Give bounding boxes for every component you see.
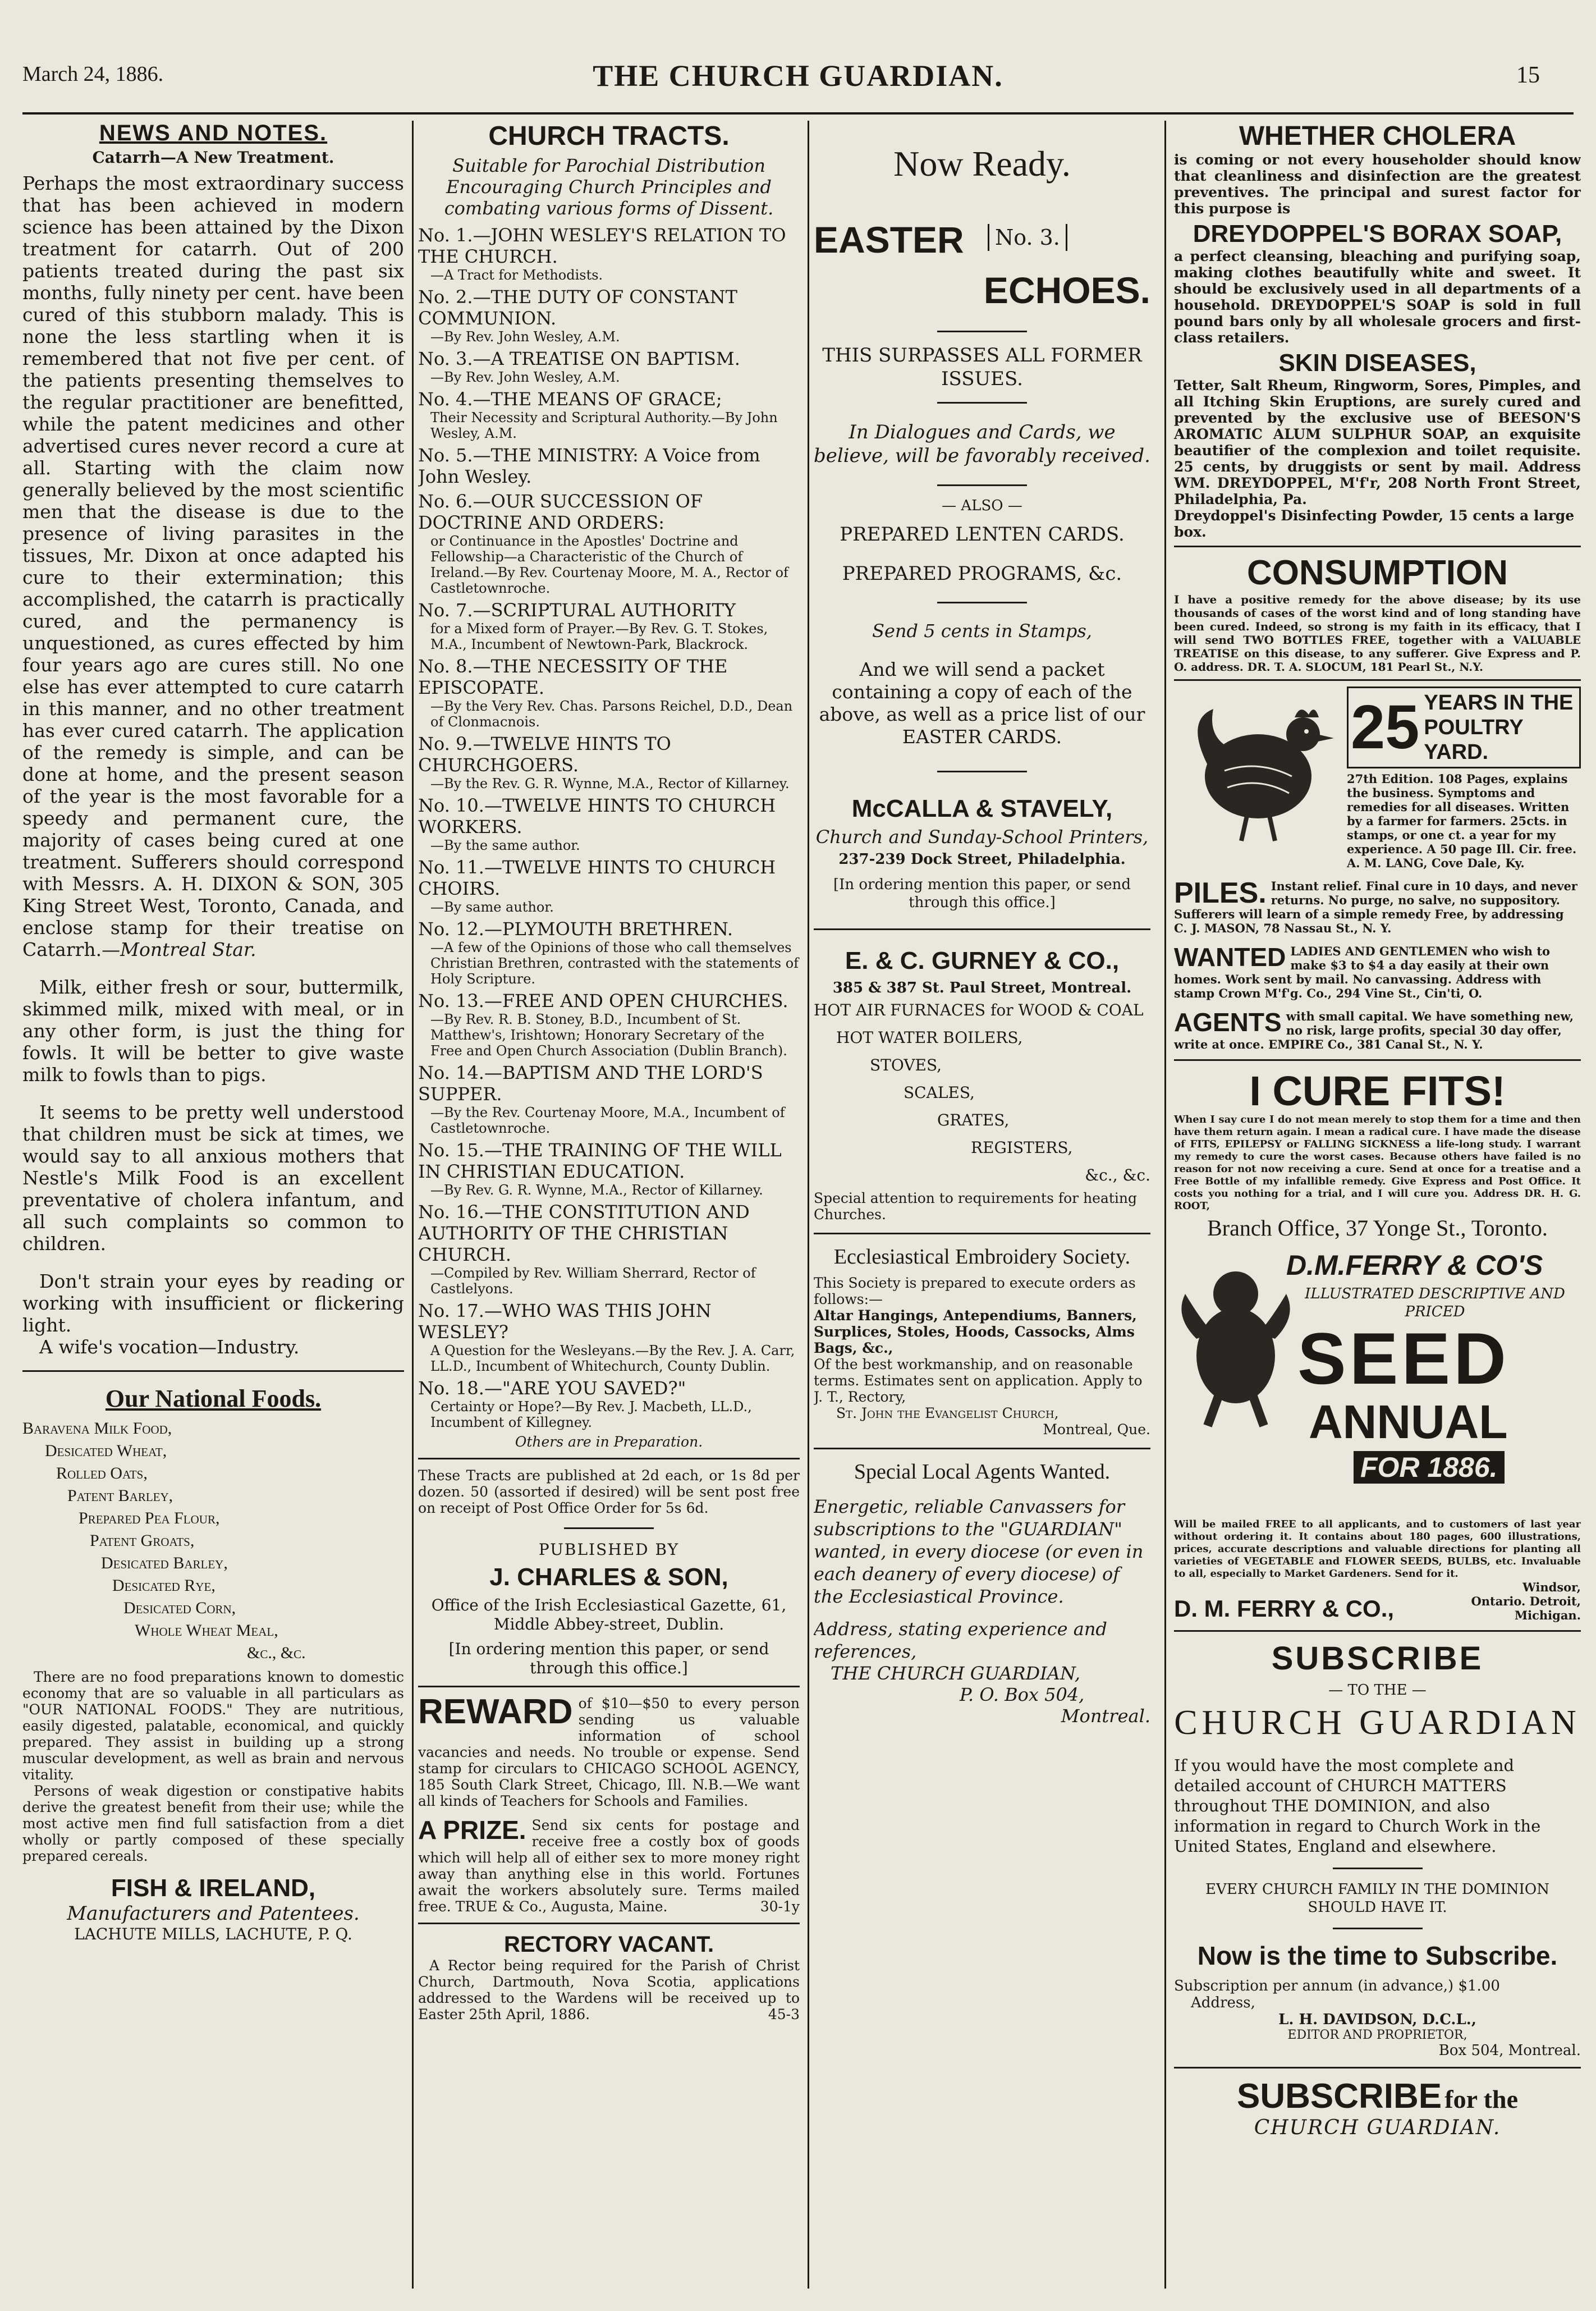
tract-note: Their Necessity and Scriptural Authority.—By John Wesley, A.M. bbox=[430, 410, 778, 441]
tract-item bbox=[418, 388, 800, 441]
foods-text-2: Persons of weak digestion or constipative habits derive the greatest benefit from their use; while the most active men find full satisfaction from a diet wholly or partly composed of these specially prepared cereals. bbox=[22, 1783, 404, 1864]
foods-list bbox=[22, 1417, 404, 1664]
tract-title: BAPTISM AND THE LORD'S SUPPER. bbox=[418, 1062, 763, 1105]
list-item: GRATES, bbox=[937, 1111, 1010, 1129]
column-advertisements bbox=[1164, 121, 1581, 2289]
column-church-tracts bbox=[418, 121, 809, 2289]
tract-number: No. 7.— bbox=[418, 600, 491, 621]
fish-ireland-sub: Manufacturers and Patentees. bbox=[67, 1902, 360, 1925]
mccalla-mention: [In ordering mention this paper, or send through this office.] bbox=[833, 876, 1131, 911]
wanted-text: LADIES AND GENTLEMEN who wish to make $3 to $4 a day easily at their own homes. Work sent by mail. No canvassing. Address with stamp Crown M'f'g. Co., 294 Vine St., Cin'ti, O. bbox=[1174, 944, 1551, 1000]
church-tracts-heading: CHURCH TRACTS. bbox=[488, 121, 730, 151]
catarrh-article: Perhaps the most extraordinary success that has been achieved in modern science has been attained by the Dixon treatment for catarrh. Out of 200 patients treated during the past six months, fully ninety per cent. have been cured of this stubborn malady. This is none the less startling when it is remembered that not five per cent. of the patients presenting themselves to the regular practitioner are benefitted, while the patent medicines and other advertised cures never record a cure at all. Starting with the claim now generally believed by the most scientific men that the disease is due to the presence of living parasites in the tissues, Mr. Dixon at once adapted his cure to their extermination; this accomplished, the catarrh is practically cured, and the permanency is unquestioned, as cures effected by him four years ago are cures still. No one else has ever attempted to cure catarrh in this manner, and no other treatment has ever cured catarrh. The application of the remedy is simple, and can be done at home, and the present season of the year is the most favorable for a speedy and permanent cure, the majority of cases being cured at one treatment. Sufferers should correspond with Messrs. A. H. DIXON & SON, 305 King Street West, Toronto, Canada, and enclose stamp for their treatise on Catarrh.—Montreal Star. bbox=[22, 172, 404, 960]
ferry-cities: Windsor, Ontario. Detroit, Michigan. bbox=[1471, 1580, 1581, 1622]
page-number: 15 bbox=[1516, 62, 1540, 88]
column-news-notes bbox=[22, 121, 414, 2289]
tract-item bbox=[418, 286, 800, 345]
lenten-cards: PREPARED LENTEN CARDS. bbox=[840, 523, 1125, 546]
tract-note: —By Rev. John Wesley, A.M. bbox=[430, 329, 620, 345]
tract-number: No. 12.— bbox=[418, 918, 502, 940]
divider bbox=[418, 1923, 800, 1924]
gurney-name: E. & C. GURNEY & CO., bbox=[845, 947, 1120, 974]
subscription-price: Subscription per annum (in advance,) $1.00 bbox=[1174, 1978, 1500, 1994]
every-family-text: EVERY CHURCH FAMILY IN THE DOMINION SHOULD HAVE IT. bbox=[1205, 1881, 1549, 1916]
tract-title: THE MEANS OF GRACE; bbox=[490, 388, 722, 410]
tracts-price: These Tracts are published at 2d each, or 1s 8d per dozen. 50 (assorted if desired) will be sent post free on receipt of Post Office Order for 5s 6d. bbox=[418, 1467, 800, 1516]
tract-note: —A Tract for Methodists. bbox=[430, 267, 603, 283]
newspaper-title: THE CHURCH GUARDIAN. bbox=[593, 59, 1003, 93]
tract-note: —Compiled by Rev. William Sherrard, Rector of Castlelyons. bbox=[430, 1265, 756, 1297]
poultry-heading: YEARS IN THE POULTRY YARD. bbox=[1424, 691, 1574, 764]
ferry-year: FOR 1886. bbox=[1354, 1451, 1505, 1484]
foods-heading: Our National Foods. bbox=[105, 1385, 322, 1412]
church-guardian-name: CHURCH GUARDIAN bbox=[1174, 1704, 1581, 1742]
reward-text: of $10—$50 to every person sending us valuable information of school vacancies and needs. No trouble or expense. Send stamp for circulars to CHICAGO SCHOOL AGENCY, 185 South Clark Street, Chicago, Ill. N.B.—We want all kinds of Teachers for Schools and Families. bbox=[418, 1695, 800, 1809]
now-ready: Now Ready. bbox=[893, 144, 1071, 184]
to-the-label: — TO THE — bbox=[1328, 1682, 1427, 1699]
column-easter-echoes bbox=[814, 121, 1150, 2289]
editor-name: L. H. DAVIDSON, D.C.L., bbox=[1278, 2011, 1476, 2028]
rectory-heading: RECTORY VACANT. bbox=[503, 1932, 714, 1957]
tract-item bbox=[418, 795, 800, 853]
divider bbox=[1174, 679, 1581, 681]
tract-item bbox=[418, 225, 800, 283]
final-subscribe bbox=[1174, 2076, 1581, 2116]
issue-number: No. 3. bbox=[988, 224, 1067, 251]
divider bbox=[1174, 1630, 1581, 1632]
tract-item bbox=[418, 445, 800, 487]
fish-ireland-heading: FISH & IRELAND, bbox=[111, 1874, 316, 1902]
publisher-name: J. CHARLES & SON, bbox=[489, 1563, 728, 1591]
tract-item bbox=[418, 1140, 800, 1198]
tract-number: No. 3.— bbox=[418, 348, 491, 369]
list-item: HOT AIR FURNACES for WOOD & COAL bbox=[814, 1001, 1144, 1019]
tract-number: No. 13.— bbox=[418, 990, 502, 1012]
tract-note: Certainty or Hope?—By Rev. J. Macbeth, LL.D., Incumbent of Killegney. bbox=[430, 1399, 752, 1430]
eyes-paragraph: Don't strain your eyes by reading or working with insufficient or flickering light. bbox=[22, 1270, 404, 1336]
wanted-ad bbox=[1174, 944, 1581, 1000]
fish-ireland-address: LACHUTE MILLS, LACHUTE, P. Q. bbox=[74, 1925, 352, 1943]
tract-number: No. 5.— bbox=[418, 445, 491, 466]
final-paper: CHURCH GUARDIAN. bbox=[1254, 2116, 1501, 2139]
list-item: &c., &c. bbox=[1085, 1166, 1150, 1184]
tract-number: No. 16.— bbox=[418, 1201, 502, 1223]
tract-item bbox=[418, 600, 800, 652]
short-divider bbox=[1333, 1868, 1423, 1869]
cherub-icon bbox=[1174, 1260, 1297, 1429]
divider bbox=[814, 928, 1150, 930]
tract-item bbox=[418, 656, 800, 730]
tract-number: No. 18.— bbox=[418, 1378, 502, 1399]
final-subscribe-word: SUBSCRIBE bbox=[1237, 2077, 1442, 2116]
disinfecting-powder: Dreydoppel's Disinfecting Powder, 15 cents a large box. bbox=[1174, 507, 1575, 540]
list-item: SCALES, bbox=[904, 1083, 975, 1102]
subscribe-text: If you would have the most complete and detailed account of CHURCH MATTERS throughout THE DOMINION, and also information in regard to Church Work in the United States, England and elsewhere. bbox=[1174, 1756, 1541, 1856]
gurney-items bbox=[814, 1001, 1150, 1184]
tract-item bbox=[418, 1201, 800, 1297]
poultry-text-block bbox=[1347, 687, 1581, 870]
short-divider bbox=[937, 602, 1027, 603]
reward-word: REWARD bbox=[418, 1692, 573, 1731]
tract-note: A Question for the Wesleyans.—By the Rev. J. A. Carr, LL.D., Incumbent of Whitechurch, County Dublin. bbox=[430, 1343, 795, 1374]
now-is-the-time: Now is the time to Subscribe. bbox=[1197, 1941, 1558, 1970]
tract-title: FREE AND OPEN CHURCHES. bbox=[502, 990, 788, 1012]
prize-text: Send six cents for postage and receive free a costly box of goods which will help all of either sex to more money right away than anything else in this world. Fortunes await the workers absolutely sure. Terms mailed free. TRUE & Co., Augusta, Maine. 30-1y bbox=[418, 1817, 800, 1915]
tract-item bbox=[418, 733, 800, 791]
tract-note: —By the same author. bbox=[430, 838, 580, 853]
tract-title: "ARE YOU SAVED?" bbox=[502, 1378, 686, 1399]
tract-number: No. 6.— bbox=[418, 491, 491, 512]
tract-note: —By the Rev. Courtenay Moore, M.A., Incumbent of Castletownroche. bbox=[430, 1105, 785, 1136]
cholera-text: is coming or not every householder should know that cleanliness and disinfection are the greatest preventives. The principal and surest factor for this purpose is bbox=[1174, 152, 1581, 217]
divider bbox=[1174, 546, 1581, 547]
list-item: Desicated Rye, bbox=[112, 1576, 215, 1595]
masthead bbox=[22, 59, 1574, 115]
issue-date: March 24, 1886. bbox=[22, 62, 164, 86]
borax-soap-heading: DREYDOPPEL'S BORAX SOAP, bbox=[1193, 220, 1562, 248]
foods-text: There are no food preparations known to domestic economy that are so valuable in all particulars as "OUR NATIONAL FOODS." They are nutritious, easily digested, palatable, economical, and quickly prepared. They assist in building up a strong muscular development, as well as brain and nervous vitality. bbox=[22, 1669, 404, 1783]
tract-title: A TREATISE ON BAPTISM. bbox=[490, 348, 740, 369]
tract-item bbox=[418, 1062, 800, 1136]
tract-number: No. 14.— bbox=[418, 1062, 502, 1083]
tract-title: JOHN WESLEY'S RELATION TO THE CHURCH. bbox=[418, 225, 786, 267]
milk-paragraph: Milk, either fresh or sour, buttermilk, skimmed milk, mixed with meal, or in any other form, is just the thing for fowls. It will be better to give waste milk to fowls than to pigs. bbox=[22, 976, 404, 1086]
poultry-ad bbox=[1174, 687, 1581, 870]
tract-number: No. 15.— bbox=[418, 1140, 502, 1161]
agents-ad bbox=[1174, 1009, 1581, 1051]
poultry-text: 27th Edition. 108 Pages, explains the business. Symptoms and remedies for all diseases. Written by a farmer for farmers. 25cts. in stamps, or one ct. a year for my experience. A 50 page Ill. Cir. free. A. M. LANG, Cove Dale, Ky. bbox=[1347, 772, 1577, 870]
ferry-company: D. M. FERRY & CO., bbox=[1174, 1595, 1395, 1622]
ferry-footer bbox=[1174, 1580, 1581, 1622]
tract-title: THE DUTY OF CONSTANT COMMUNION. bbox=[418, 286, 737, 329]
also-label: — ALSO — bbox=[942, 497, 1022, 514]
branch-office: Branch Office, 37 Yonge St., Toronto. bbox=[1207, 1215, 1548, 1241]
consumption-text: I have a positive remedy for the above disease; by its use thousands of cases of the worst kind and of long standing have been cured. Indeed, so strong is my faith in its efficacy, that I will send TWO BOTTLES FREE, together with a VALUABLE TREATISE on this disease, to any sufferer. Give Express and P. O. address. DR. T. A. SLOCUM, 181 Pearl St., N.Y. bbox=[1174, 593, 1581, 674]
address-label: Address, bbox=[1191, 1994, 1255, 2011]
ferry-subtitle: ILLUSTRATED DESCRIPTIVE AND PRICED bbox=[1305, 1285, 1565, 1320]
article-source: Montreal Star. bbox=[120, 939, 256, 960]
rooster-icon bbox=[1174, 687, 1342, 844]
tract-title: TWELVE HINTS TO CHURCHGOERS. bbox=[418, 733, 671, 776]
tract-title: TWELVE HINTS TO CHURCH WORKERS. bbox=[418, 795, 776, 838]
cure-fits-heading: I CURE FITS! bbox=[1249, 1068, 1506, 1114]
list-item: STOVES, bbox=[870, 1056, 942, 1074]
tract-title: THE NECESSITY OF THE EPISCOPATE. bbox=[418, 656, 728, 698]
prepared-programs: PREPARED PROGRAMS, &c. bbox=[842, 562, 1122, 585]
tract-title: PLYMOUTH BRETHREN. bbox=[502, 918, 733, 940]
dialogues-text: In Dialogues and Cards, we believe, will be favorably received. bbox=[814, 421, 1150, 467]
list-item: Baravena Milk Food, bbox=[22, 1419, 172, 1438]
surpasses-text: THIS SURPASSES ALL FORMER ISSUES. bbox=[822, 344, 1142, 390]
news-notes-heading: NEWS AND NOTES. bbox=[99, 121, 328, 145]
prize-word: A PRIZE. bbox=[418, 1815, 526, 1845]
divider bbox=[418, 1686, 800, 1687]
packet-text: And we will send a packet containing a copy of each of the above, as well as a price list of our EASTER CARDS. bbox=[819, 658, 1145, 748]
agents-paper: THE CHURCH GUARDIAN, bbox=[831, 1663, 1081, 1684]
tract-number: No. 1.— bbox=[418, 225, 491, 246]
list-item: Desicated Barley, bbox=[101, 1554, 228, 1572]
send-stamps: Send 5 cents in Stamps, bbox=[872, 620, 1092, 642]
list-item: Desicated Corn, bbox=[123, 1599, 236, 1617]
nestle-paragraph: It seems to be pretty well understood that children must be sick at times, we would say to all anxious mothers that Nestle's Milk Food is an excellent preventative of cholera infantum, and all such complaints so common to children. bbox=[22, 1101, 404, 1255]
tract-item bbox=[418, 491, 800, 596]
published-by-label: PUBLISHED BY bbox=[538, 1540, 680, 1559]
subscribe-heading: SUBSCRIBE bbox=[1271, 1640, 1484, 1677]
mccalla-subtitle: Church and Sunday-School Printers, bbox=[815, 826, 1149, 848]
poultry-title bbox=[1347, 687, 1581, 768]
final-for: for the bbox=[1444, 2085, 1518, 2113]
catarrh-subheading: Catarrh—A New Treatment. bbox=[92, 148, 334, 167]
tract-title: OUR SUCCESSION OF DOCTRINE AND ORDERS: bbox=[418, 491, 703, 533]
tract-note: —By the Very Rev. Chas. Parsons Reichel, D.D., Dean of Clonmacnois. bbox=[430, 698, 793, 730]
tract-number: No. 11.— bbox=[418, 857, 502, 878]
embroidery-heading: Ecclesiastical Embroidery Society. bbox=[833, 1245, 1131, 1269]
prize-ad bbox=[418, 1817, 800, 1915]
ferry-seed: SEED bbox=[1297, 1317, 1510, 1399]
list-item: Desicated Wheat, bbox=[45, 1441, 167, 1460]
cholera-heading: WHETHER CHOLERA bbox=[1239, 121, 1516, 151]
embroidery-text-2: Of the best workmanship, and on reasonable terms. Estimates sent on application. Apply to J. T., Rectory, bbox=[814, 1356, 1143, 1405]
divider bbox=[1174, 1059, 1581, 1061]
tract-note: —By same author. bbox=[430, 899, 554, 915]
tract-item bbox=[418, 918, 800, 987]
rectory-text: A Rector being required for the Parish of Christ Church, Dartmouth, Nova Scotia, applications addressed to the Wardens will be received up to Easter 25th April, 1886. 45-3 bbox=[418, 1957, 800, 2022]
consumption-heading: CONSUMPTION bbox=[1247, 553, 1508, 592]
mccalla-address: 237-239 Dock Street, Philadelphia. bbox=[838, 851, 1126, 868]
wanted-heading: WANTED bbox=[1174, 942, 1286, 972]
list-item: REGISTERS, bbox=[971, 1138, 1073, 1157]
gurney-address: 385 & 387 St. Paul Street, Montreal. bbox=[832, 980, 1132, 996]
agents-heading: AGENTS bbox=[1174, 1008, 1282, 1037]
agents-box: P. O. Box 504, bbox=[960, 1684, 1085, 1705]
tracts-list bbox=[418, 225, 800, 1430]
tracts-intro: Suitable for Parochial Distribution Encouraging Church Principles and combating various forms of Dissent. bbox=[444, 155, 774, 219]
embroidery-items: Altar Hangings, Antependiums, Banners, Surplices, Stoles, Hoods, Cassocks, Alms Bags, &c., bbox=[814, 1307, 1137, 1356]
editor-title: EDITOR AND PROPRIETOR, bbox=[1287, 2028, 1467, 2042]
tract-item bbox=[418, 1378, 800, 1430]
tract-number: No. 4.— bbox=[418, 388, 491, 410]
short-divider bbox=[937, 484, 1027, 486]
tract-note: —By Rev. G. R. Wynne, M.A., Rector of Killarney. bbox=[430, 1182, 763, 1198]
poultry-years: 25 bbox=[1351, 693, 1420, 762]
ad-code: 30-1y bbox=[760, 1898, 800, 1915]
list-item: Patent Groats, bbox=[90, 1531, 195, 1550]
short-divider bbox=[564, 1527, 654, 1529]
embroidery-city: Montreal, Que. bbox=[1043, 1421, 1150, 1438]
publisher-mention: [In ordering mention this paper, or send through this office.] bbox=[448, 1640, 769, 1677]
tract-title: TWELVE HINTS TO CHURCH CHOIRS. bbox=[418, 857, 776, 899]
reward-ad bbox=[418, 1692, 800, 1809]
tract-note: for a Mixed form of Prayer.—By Rev. G. T. Stokes, M.A., Incumbent of Newtown-Park, Blackrock. bbox=[430, 621, 768, 652]
tract-note: —A few of the Opinions of those who call themselves Christian Brethren, contrasted with the statements of Holy Scripture. bbox=[430, 940, 799, 987]
easter-word: EASTER bbox=[814, 219, 964, 260]
agents-city: Montreal. bbox=[1061, 1705, 1150, 1727]
tract-item bbox=[418, 990, 800, 1059]
divider bbox=[814, 1448, 1150, 1449]
tract-title: THE MINISTRY: A Voice from John Wesley. bbox=[418, 445, 760, 487]
tract-number: No. 8.— bbox=[418, 656, 491, 677]
tract-number: No. 2.— bbox=[418, 286, 491, 308]
tract-item bbox=[418, 857, 800, 915]
tract-title: THE TRAINING OF THE WILL IN CHRISTIAN EDUCATION. bbox=[418, 1140, 782, 1182]
tract-number: No. 9.— bbox=[418, 733, 491, 754]
agents-address: Address, stating experience and references, bbox=[814, 1618, 1107, 1662]
piles-ad bbox=[1174, 879, 1581, 935]
short-divider bbox=[937, 402, 1027, 404]
cure-fits-text: When I say cure I do not mean merely to stop them for a time and then have them return again. I mean a radical cure. I have made the disease of FITS, EPILEPSY or FALLING SICKNESS a life-long study. I warrant my remedy to cure the worst cases. Because others have failed is no reason for not now receiving a cure. Send at once for a treatise and a Free Bottle of my infallible remedy. Give Express and Post Office. It costs you nothing for a trial, and I will cure you. Address DR. H. G. ROOT, bbox=[1174, 1114, 1581, 1212]
ferry-seed-ad bbox=[1174, 1249, 1581, 1518]
short-divider bbox=[1333, 1928, 1423, 1929]
list-item: HOT WATER BOILERS, bbox=[836, 1028, 1023, 1047]
list-item: Whole Wheat Meal, bbox=[135, 1621, 278, 1640]
in-preparation-note: Others are in Preparation. bbox=[515, 1434, 703, 1450]
mccalla-stavely: McCALLA & STAVELY, bbox=[851, 795, 1113, 822]
tract-title: SCRIPTURAL AUTHORITY bbox=[490, 600, 736, 621]
gurney-special: Special attention to requirements for heating Churches. bbox=[814, 1190, 1138, 1223]
list-item: Patent Barley, bbox=[67, 1486, 173, 1505]
agents-wanted-heading: Special Local Agents Wanted. bbox=[854, 1460, 1111, 1484]
echoes-word: ECHOES. bbox=[983, 269, 1150, 311]
embroidery-address: St. John the Evangelist Church, bbox=[836, 1405, 1059, 1421]
skin-diseases-heading: SKIN DISEASES, bbox=[1278, 349, 1476, 377]
borax-soap-text: a perfect cleansing, bleaching and purifying soap, making clothes beautifully white and sweet. It should be exclusively used in all departments of a household. DREYDOPPEL'S SOAP is sold in full pound bars only by all wholesale grocers and first-class retailers. bbox=[1174, 248, 1581, 346]
divider bbox=[1174, 2067, 1581, 2069]
divider bbox=[22, 1370, 404, 1372]
tract-item bbox=[418, 1300, 800, 1374]
piles-heading: PILES. bbox=[1174, 877, 1267, 909]
tract-note: —By Rev. John Wesley, A.M. bbox=[430, 369, 620, 385]
tract-title: WHO WAS THIS JOHN WESLEY? bbox=[418, 1300, 712, 1343]
tract-note: —By the Rev. G. R. Wynne, M.A., Rector of Killarney. bbox=[430, 776, 790, 791]
list-item: &c., &c. bbox=[247, 1644, 306, 1662]
agents-text: with small capital. We have something new, no risk, large profits, special 30 day offer, write at once. EMPIRE Co., 381 Canal St., N. Y. bbox=[1174, 1009, 1574, 1051]
publisher-address: Office of the Irish Ecclesiastical Gazette, 61, Middle Abbey-street, Dublin. bbox=[431, 1596, 787, 1633]
editor-box: Box 504, Montreal. bbox=[1438, 2042, 1581, 2059]
divider bbox=[418, 1458, 800, 1459]
ferry-text: Will be mailed FREE to all applicants, and to customers of last year without ordering it. It contains about 180 pages, 600 illustrations, prices, accurate descriptions and valuable directions for planting all varieties of VEGETABLE and FLOWER SEEDS, BULBS, etc. Invaluable to all, especially to Market Gardeners. Send for it. bbox=[1174, 1518, 1581, 1580]
short-divider bbox=[937, 331, 1027, 332]
easter-echoes-title bbox=[814, 218, 1150, 319]
wife-paragraph: A wife's vocation—Industry. bbox=[39, 1336, 300, 1358]
ad-code: 45-3 bbox=[768, 2006, 800, 2022]
tract-title: THE CONSTITUTION AND AUTHORITY OF THE CHRISTIAN CHURCH. bbox=[418, 1201, 750, 1265]
embroidery-text: This Society is prepared to execute orders as follows:— bbox=[814, 1275, 1136, 1307]
list-item: Prepared Pea Flour, bbox=[79, 1509, 220, 1527]
tract-number: No. 17.— bbox=[418, 1300, 502, 1321]
divider bbox=[814, 1233, 1150, 1234]
tract-item bbox=[418, 348, 800, 385]
ferry-annual: ANNUAL bbox=[1309, 1395, 1508, 1448]
tract-note: —By Rev. R. B. Stoney, B.D., Incumbent of St. Matthew's, Irishtown; Honorary Secretary of the Free and Open Church Association (Dublin Branch). bbox=[430, 1012, 787, 1059]
list-item: Rolled Oats, bbox=[56, 1464, 148, 1482]
agents-text: Energetic, reliable Canvassers for subscriptions to the "GUARDIAN" wanted, in every diocese (or even in each deanery of every diocese) of the Ecclesiastical Province. bbox=[814, 1496, 1144, 1607]
piles-text: Instant relief. Final cure in 10 days, and never returns. No purge, no salve, no suppository. Sufferers will learn of a simple remedy Free, by addressing C. J. MASON, 78 Nassau St., N. Y. bbox=[1174, 879, 1577, 935]
ferry-name: D.M.FERRY & CO'S bbox=[1286, 1250, 1543, 1281]
tract-note: or Continuance in the Apostles' Doctrine and Fellowship—a Characteristic of the Church of Ireland.—By Rev. Courtenay Moore, M. A., Rector of Castletownroche. bbox=[430, 533, 788, 596]
skin-diseases-text: Tetter, Salt Rheum, Ringworm, Sores, Pimples, and all Itching Skin Eruptions, are surely cured and prevented by the exclusive use of BEESON'S AROMATIC ALUM SULPHUR SOAP, an exquisite beautifier of the complexion and toilet requisite. 25 cents, by druggists or sent by mail. Address WM. DREYDOPPEL, M'f'r, 208 North Front Street, Philadelphia, Pa. bbox=[1174, 377, 1581, 507]
short-divider bbox=[937, 771, 1027, 772]
tract-number: No. 10.— bbox=[418, 795, 502, 816]
